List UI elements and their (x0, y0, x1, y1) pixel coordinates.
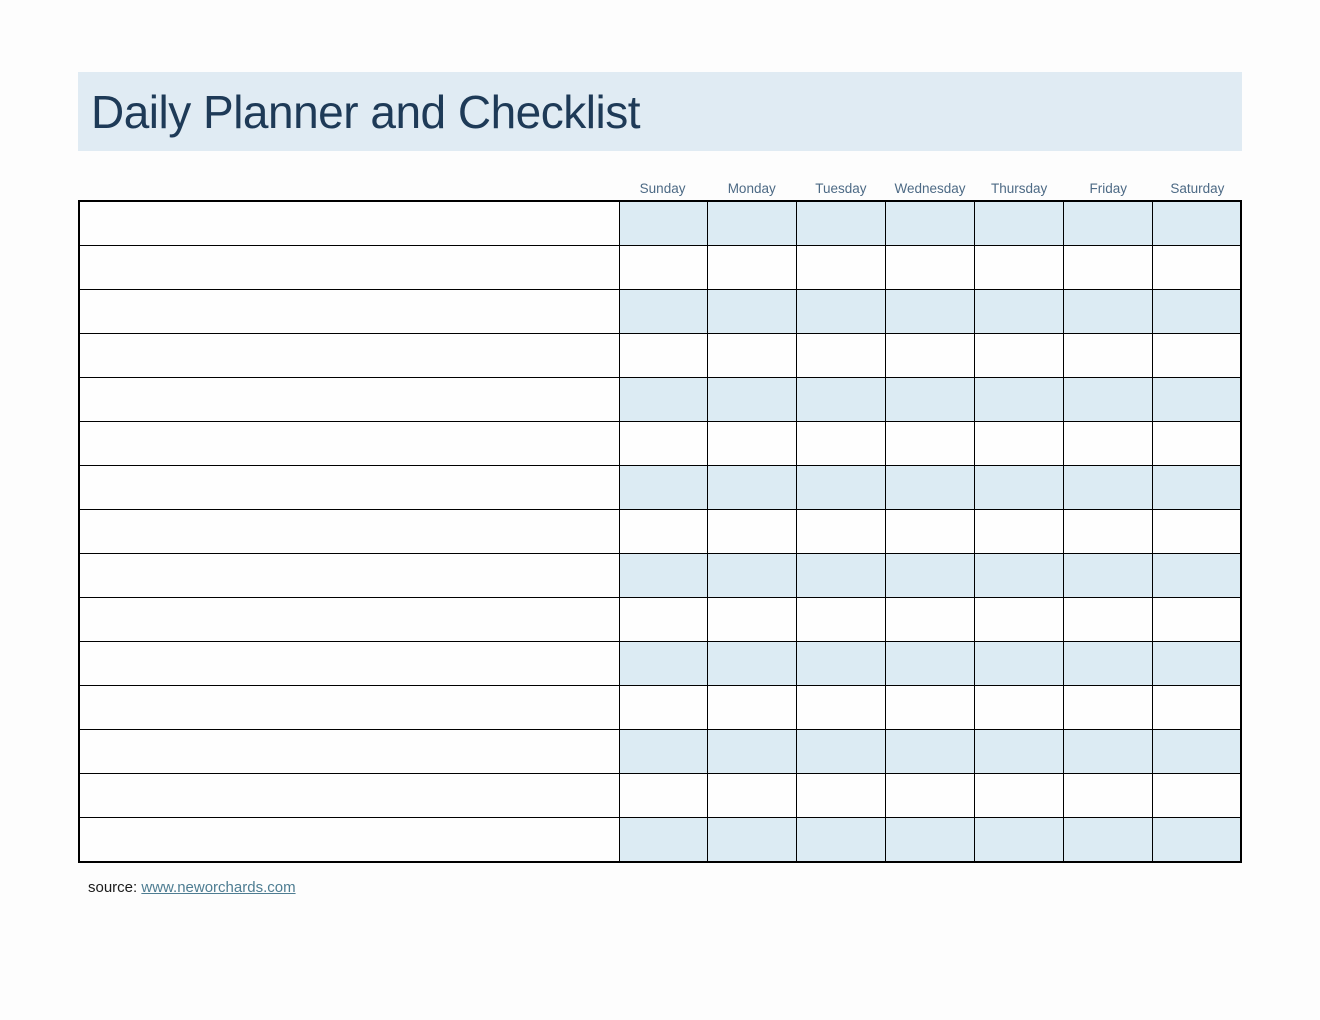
day-cell (1063, 378, 1152, 422)
day-cell (886, 554, 975, 598)
day-cell (1152, 774, 1241, 818)
day-cell (974, 290, 1063, 334)
day-cell (797, 686, 886, 730)
day-cell (619, 818, 708, 863)
day-cell (619, 686, 708, 730)
table-row (79, 554, 1241, 598)
task-cell (79, 246, 619, 290)
day-cell (1152, 334, 1241, 378)
task-cell (79, 290, 619, 334)
day-cell (886, 686, 975, 730)
day-cell (1152, 730, 1241, 774)
day-cell (708, 378, 797, 422)
table-row (79, 422, 1241, 466)
task-cell (79, 466, 619, 510)
day-cell (974, 246, 1063, 290)
day-cell (797, 422, 886, 466)
day-cell (619, 290, 708, 334)
day-cell (974, 598, 1063, 642)
day-cell (1152, 246, 1241, 290)
source-label: source: (88, 879, 142, 896)
day-cell (1063, 554, 1152, 598)
day-cell (974, 378, 1063, 422)
day-cell (708, 818, 797, 863)
day-cell (619, 246, 708, 290)
day-cell (797, 774, 886, 818)
task-cell (79, 730, 619, 774)
planner (78, 176, 1242, 863)
day-cell (797, 730, 886, 774)
day-cell (1152, 554, 1241, 598)
day-cell (1152, 290, 1241, 334)
day-cell (1063, 422, 1152, 466)
day-cell (797, 642, 886, 686)
day-cell (708, 554, 797, 598)
task-cell (79, 510, 619, 554)
day-header-label: Friday (1089, 181, 1128, 196)
day-cell (708, 466, 797, 510)
table-row (79, 201, 1241, 246)
day-cell (1152, 642, 1241, 686)
title-banner (78, 72, 1242, 151)
day-cell (1063, 730, 1152, 774)
task-column-spacer (78, 176, 618, 200)
day-cell (797, 510, 886, 554)
day-cell (1063, 818, 1152, 863)
day-cell (974, 686, 1063, 730)
day-cell (1063, 334, 1152, 378)
day-cell (708, 598, 797, 642)
day-cell (619, 598, 708, 642)
day-cell (886, 598, 975, 642)
table-row (79, 730, 1241, 774)
day-cell (974, 422, 1063, 466)
day-cell (1152, 378, 1241, 422)
day-cell (1063, 598, 1152, 642)
table-row (79, 642, 1241, 686)
day-cell (1063, 510, 1152, 554)
task-cell (79, 774, 619, 818)
day-cell (886, 730, 975, 774)
table-row (79, 466, 1241, 510)
source-link[interactable]: www.neworchards.com (141, 879, 296, 896)
day-cell (974, 818, 1063, 863)
day-cell (1152, 422, 1241, 466)
table-row (79, 686, 1241, 730)
day-header-label: Wednesday (894, 181, 966, 196)
day-cell (619, 334, 708, 378)
day-header-row (78, 176, 1242, 200)
task-cell (79, 334, 619, 378)
day-cell (619, 510, 708, 554)
task-cell (79, 422, 619, 466)
day-cell (1063, 201, 1152, 246)
day-cell (974, 510, 1063, 554)
day-cell (1063, 466, 1152, 510)
task-cell (79, 554, 619, 598)
day-cell (619, 422, 708, 466)
day-cell (797, 246, 886, 290)
page-title: Daily Planner and Checklist (91, 85, 640, 138)
day-cell (797, 290, 886, 334)
day-cell (886, 774, 975, 818)
day-cell (708, 246, 797, 290)
day-cell (974, 554, 1063, 598)
day-header-label: Tuesday (815, 181, 867, 196)
day-cell (619, 774, 708, 818)
day-cell (1152, 598, 1241, 642)
day-cell (708, 510, 797, 554)
day-cell (1152, 466, 1241, 510)
table-row (79, 378, 1241, 422)
day-cell (708, 774, 797, 818)
day-cell (708, 201, 797, 246)
day-cell (886, 422, 975, 466)
day-cell (708, 686, 797, 730)
day-cell (797, 466, 886, 510)
day-cell (886, 334, 975, 378)
day-cell (1152, 201, 1241, 246)
day-cell (1063, 246, 1152, 290)
day-cell (886, 510, 975, 554)
task-cell (79, 201, 619, 246)
table-row (79, 774, 1241, 818)
day-cell (797, 598, 886, 642)
day-cell (974, 334, 1063, 378)
day-cell (886, 466, 975, 510)
task-cell (79, 818, 619, 863)
day-cell (886, 642, 975, 686)
day-cell (619, 554, 708, 598)
day-cell (886, 290, 975, 334)
day-cell (1152, 510, 1241, 554)
day-cell (1152, 818, 1241, 863)
day-cell (797, 554, 886, 598)
day-cell (974, 642, 1063, 686)
day-cell (974, 774, 1063, 818)
day-header-label: Monday (727, 181, 776, 196)
day-cell (797, 378, 886, 422)
day-cell (886, 201, 975, 246)
day-cell (1063, 642, 1152, 686)
day-cell (619, 466, 708, 510)
day-cell (708, 334, 797, 378)
day-cell (619, 642, 708, 686)
day-cell (1063, 774, 1152, 818)
day-cell (974, 730, 1063, 774)
day-cell (797, 334, 886, 378)
day-cell (708, 422, 797, 466)
table-row (79, 334, 1241, 378)
day-cell (619, 201, 708, 246)
footer-source (88, 879, 296, 896)
day-cell (708, 730, 797, 774)
day-cell (619, 730, 708, 774)
table-row (79, 290, 1241, 334)
day-cell (886, 378, 975, 422)
table-row (79, 510, 1241, 554)
task-cell (79, 378, 619, 422)
table-row (79, 246, 1241, 290)
day-cell (797, 818, 886, 863)
day-cell (797, 201, 886, 246)
day-header-label: Saturday (1170, 181, 1225, 196)
day-cell (974, 201, 1063, 246)
day-cell (708, 290, 797, 334)
day-header-label: Sunday (639, 181, 686, 196)
day-cell (974, 466, 1063, 510)
task-cell (79, 598, 619, 642)
day-cell (886, 818, 975, 863)
table-row (79, 598, 1241, 642)
day-cell (1063, 290, 1152, 334)
day-cell (619, 378, 708, 422)
day-cell (886, 246, 975, 290)
day-cell (1063, 686, 1152, 730)
planner-table (78, 200, 1242, 863)
day-cell (708, 642, 797, 686)
day-cell (1152, 686, 1241, 730)
table-row (79, 818, 1241, 863)
day-header-label: Thursday (990, 181, 1048, 196)
task-cell (79, 686, 619, 730)
task-cell (79, 642, 619, 686)
